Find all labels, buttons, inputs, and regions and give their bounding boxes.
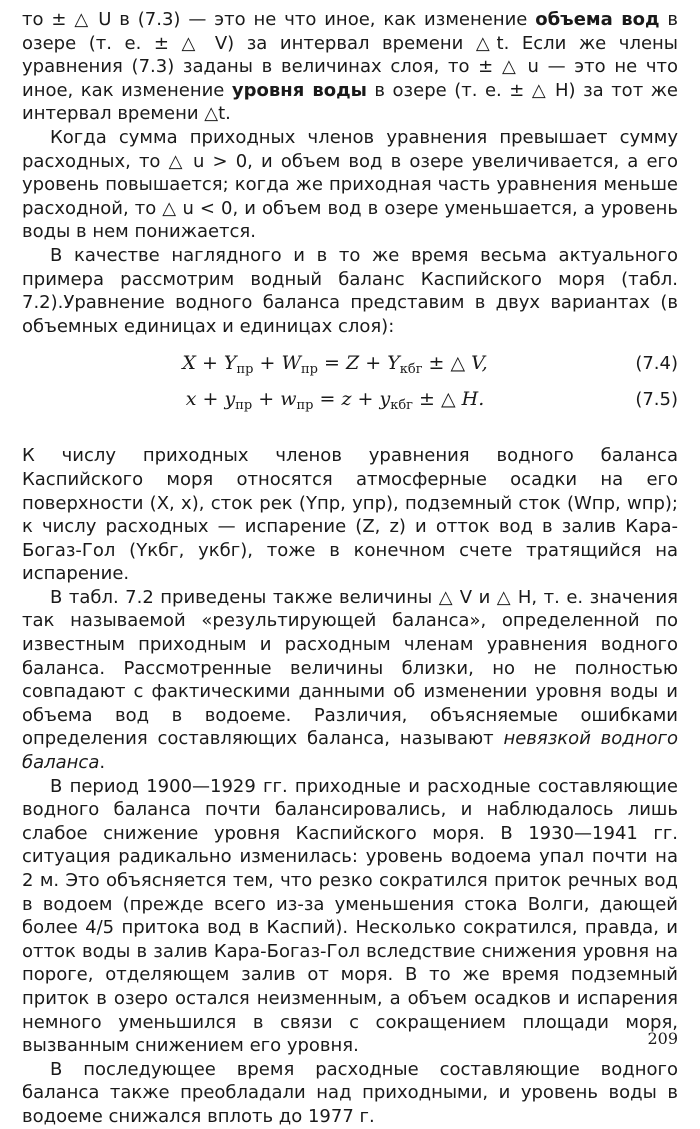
eq-subscript: кбг	[390, 398, 413, 414]
eq-term: + w	[252, 388, 297, 411]
equation-number: (7.5)	[635, 389, 678, 411]
eq-term: = z + y	[313, 388, 391, 411]
text-span: в озере (т. е. ± △ H) за тот же интервал времени △t.	[22, 79, 678, 125]
equation-block	[22, 352, 678, 424]
text-span: В табл. 7.2 приведены также величины △ V и △ H, т. е. значения так называемой «результирующей баланса», определенной по известным приходным и расходным членам уравнения водного баланса. Рассмотренные величины близки, но не полностью совпадают с фактическими данными об изменении уровня воды и объема вод в водоеме. Различия, объясняемые ошибками определения составляющих баланса, называют	[22, 586, 678, 750]
paragraph-1	[22, 8, 678, 126]
equation-formula	[22, 352, 608, 378]
bold-term-level: уровня воды	[231, 79, 367, 101]
paragraph-6: В период 1900—1929 гг. приходные и расходные составляющие водного баланса почти балансировались, и наблюдалось лишь слабое снижение уровня Каспийского моря. В 1930—1941 гг. ситуация радикально изменилась: уровень водоема упал почти на 2 м. Это объясняется тем, что резко сократился приток речных вод в водоем (прежде всего из-за уменьшения стока Волги, дающей более 4/5 притока вод в Каспий). Несколько сократился, правда, и отток воды в залив Кара-Богаз-Гол вследствие снижения уровня на пороге, отделяющем залив от моря. В то же время подземный приток в озеро остался неизменным, а объем осадков и испарения немного уменьшился в связи с сокращением площади моря, вызванным снижением его уровня.	[22, 775, 678, 1057]
paragraph-5	[22, 586, 678, 775]
eq-subscript: пр	[296, 398, 314, 414]
eq-term: ± △ H.	[412, 388, 485, 411]
eq-term: ± △ V,	[422, 352, 488, 375]
equation-formula	[22, 388, 608, 414]
paragraph-3: В качестве наглядного и в то же время весьма актуального примера рассмотрим водный баланс Каспийского моря (табл. 7.2).Уравнение водного баланса представим в двух вариантах (в объемных единицах и единицах слоя):	[22, 244, 678, 337]
equation-number: (7.4)	[635, 353, 678, 375]
eq-term: x + y	[185, 388, 236, 411]
text-span: то ± △ U в (7.3) — это не что иное, как изменение	[22, 9, 536, 30]
text-span: .	[99, 752, 106, 774]
text-span: в озере (т. е. ± △ V) за интервал времени △t. Если же члены уравнения (7.3) заданы в величинах слоя, то ± △ u — это не что иное, как изменение	[22, 9, 679, 101]
equation-7-4	[22, 352, 678, 388]
equation-7-5	[22, 388, 678, 424]
paragraph-4: К числу приходных членов уравнения водного баланса Каспийского моря относятся атмосферные осадки на его поверхности (X, x), сток рек (Yпр, yпр), подземный сток (Wпр, wпр); к числу расходных — испарение (Z, z) и отток вод в залив Кара-Богаз-Гол (Yкбг, yкбг), тоже в конечном счете тратящийся на испарение.	[22, 445, 678, 585]
eq-term: + W	[253, 352, 301, 375]
italic-term-residual: невязкой водного баланса	[22, 728, 678, 774]
eq-subscript: кбг	[399, 362, 423, 378]
eq-term: X + Y	[182, 352, 237, 375]
eq-subscript: пр	[235, 398, 253, 414]
eq-subscript: пр	[301, 362, 318, 378]
paragraph-7: В последующее время расходные составляющие водного баланса также преобладали над приходными, и уровень воды в водоеме снижался вплоть до 1977 г.	[22, 1058, 678, 1127]
eq-subscript: пр	[236, 362, 254, 378]
paragraph-2: Когда сумма приходных членов уравнения превышает сумму расходных, то △ u > 0, и объем вод в озере увеличивается, а его уровень повышается; когда же приходная часть уравнения меньше расходной, то △ u < 0, и объем вод в озере уменьшается, а уровень воды в нем понижается.	[22, 126, 678, 243]
page-number: 209	[647, 1029, 678, 1048]
eq-term: = Z + Y	[318, 352, 400, 375]
bold-term-volume: объема вод	[535, 9, 660, 30]
